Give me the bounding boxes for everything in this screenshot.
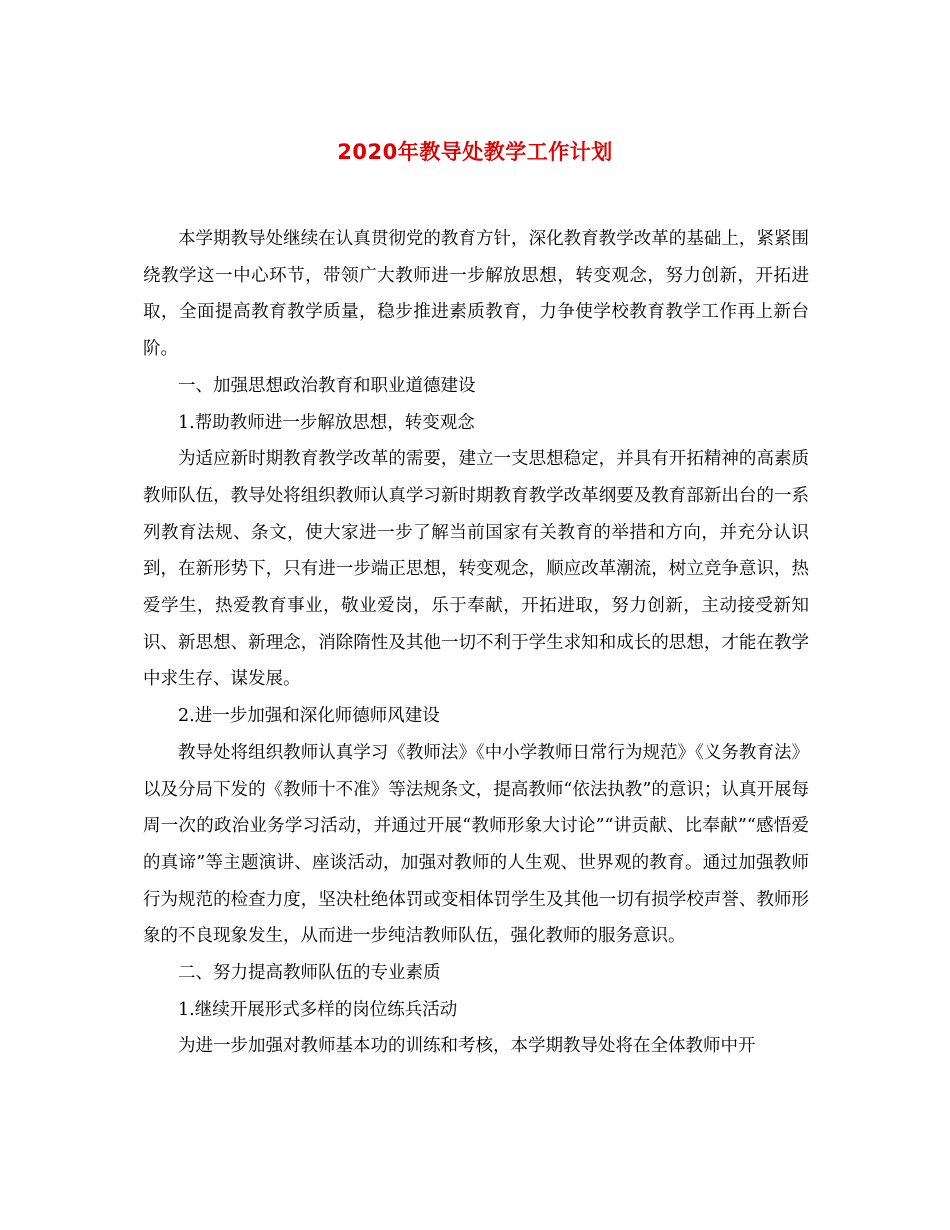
subsection-heading-1-2: 2.进一步加强和深化师德师风建设 (178, 706, 440, 727)
paragraph-1-2: 教导处将组织教师认真学习《教师法》《中小学教师日常行为规范》《义务教育法》以及分局下发的《教师十不准》等法规条文，提高教师“依法执教”的意识；认真开展每周一次的政治业务学习活动，并通过开展“教师形象大讨论”“讲贡献、比奉献”“感悟爱的真谛”等主题演讲、座谈活动，加强对教师的人生观、世界观的教育。通过加强教师行为规范的检查力度，坚决杜绝体罚或变相体罚学生及其他一切有损学校声誉、教师形象的不良现象发生，从而进一步纯洁教师队伍，强化教师的服务意识。 (143, 742, 809, 947)
paragraph-1-1: 为适应新时期教育教学改革的需要，建立一支思想稳定，并具有开拓精神的高素质教师队伍，教导处将组织教师认真学习新时期教育教学改革纲要及教育部新出台的一系列教育法规、条文，使大家进一步了解当前国家有关教育的举措和方向，并充分认识到，在新形势下，只有进一步端正思想，转变观念，顺应改革潮流，树立竞争意识，热爱学生，热爱教育事业，敬业爱岗，乐于奉献，开拓进取，努力创新，主动接受新知识、新思想、新理念，消除隋性及其他一切不利于学生求知和成长的思想，才能在教学中求生存、谋发展。 (143, 449, 809, 690)
section-heading-2: 二、努力提高教师队伍的专业素质 (178, 963, 441, 984)
paragraph-2-1: 为进一步加强对教师基本功的训练和考核，本学期教导处将在全体教师中开 (178, 1036, 756, 1057)
section-heading-1: 一、加强思想政治教育和职业道德建设 (178, 375, 476, 396)
paragraph-intro: 本学期教导处继续在认真贯彻党的教育方针，深化教育教学改革的基础上，紧紧围绕教学这一中心环节，带领广大教师进一步解放思想，转变观念，努力创新，开拓进取，全面提高教育教学质量，稳步推进素质教育，力争使学校教育教学工作再上新台阶。 (143, 229, 809, 360)
document-body (143, 221, 809, 1065)
document-title: 2020年教导处教学工作计划 (337, 140, 613, 164)
subsection-heading-2-1: 1.继续开展形式多样的岗位练兵活动 (178, 999, 458, 1020)
subsection-heading-1-1: 1.帮助教师进一步解放思想，转变观念 (178, 412, 475, 433)
